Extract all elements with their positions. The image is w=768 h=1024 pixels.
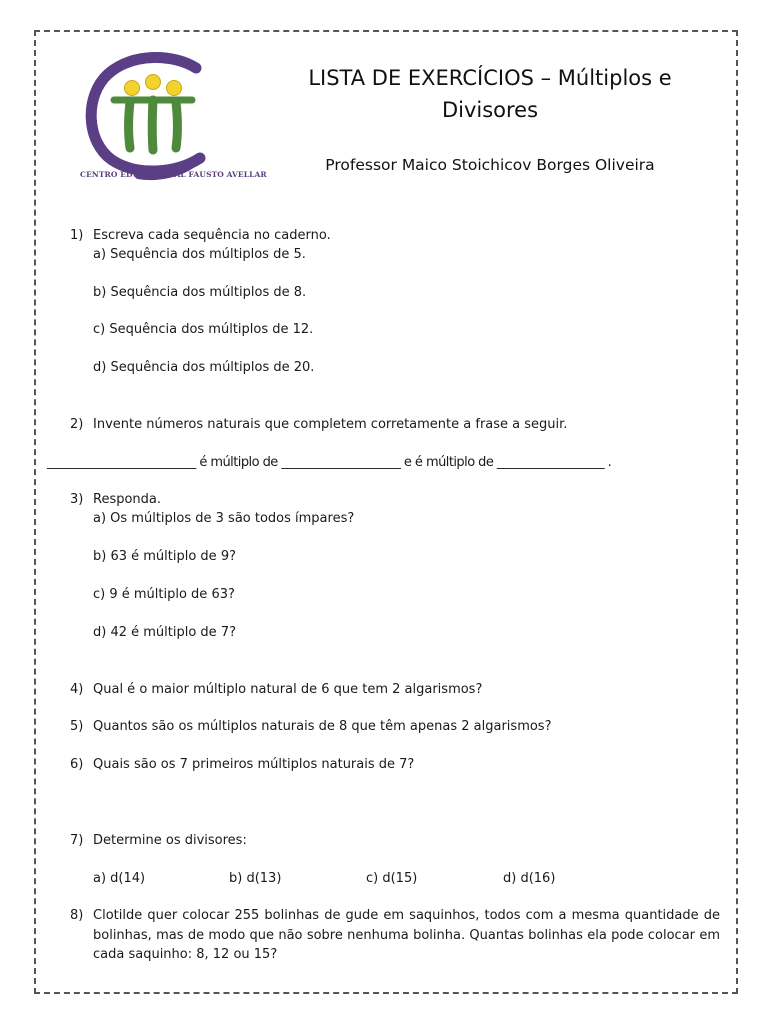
logo-caption: CENTRO EDUCACIONAL FAUSTO AVELLAR bbox=[80, 170, 267, 179]
q1-item-c: c) Sequência dos múltiplos de 12. bbox=[93, 322, 314, 337]
q8-number: 8) bbox=[70, 908, 84, 923]
q2-number: 2) bbox=[70, 417, 84, 432]
q7-text: Determine os divisores: bbox=[93, 833, 247, 848]
q2-blank-line: _________________________ é múltiplo de ____________________ e é múltiplo de __________________ . bbox=[47, 455, 612, 470]
title-line-2: Divisores bbox=[441, 98, 539, 122]
q7-item-a: a) d(14) bbox=[93, 871, 146, 886]
q3-item-c: c) 9 é múltiplo de 63? bbox=[93, 587, 235, 602]
professor-name: Professor Maico Stoichicov Borges Oliveira bbox=[325, 156, 655, 174]
q1-item-d: d) Sequência dos múltiplos de 20. bbox=[93, 360, 315, 375]
q1-number: 1) bbox=[70, 228, 84, 243]
q7-item-d: d) d(16) bbox=[503, 871, 556, 886]
page-title bbox=[260, 62, 720, 126]
q7-number: 7) bbox=[70, 833, 84, 848]
q3-item-d: d) 42 é múltiplo de 7? bbox=[93, 625, 236, 640]
q7-item-c: c) d(15) bbox=[366, 871, 418, 886]
q3-text: Responda. bbox=[93, 492, 162, 507]
q2-text: Invente números naturais que completem corretamente a frase a seguir. bbox=[93, 417, 568, 432]
q3-item-b: b) 63 é múltiplo de 9? bbox=[93, 549, 236, 564]
q6-number: 6) bbox=[70, 757, 84, 772]
q3-number: 3) bbox=[70, 492, 84, 507]
q1-item-b: b) Sequência dos múltiplos de 8. bbox=[93, 285, 307, 300]
q6-text: Quais são os 7 primeiros múltiplos naturais de 7? bbox=[93, 757, 415, 772]
q8-text: Clotilde quer colocar 255 bolinhas de gude em saquinhos, todos com a mesma quantidade de bolinhas, mas de modo que não sobre nenhuma bolinha. Quantas bolinhas ela pode colocar em cada saquinho: 8, 12 ou 15? bbox=[93, 908, 720, 962]
q3-item-a: a) Os múltiplos de 3 são todos ímpares? bbox=[93, 511, 355, 526]
q1-item-a: a) Sequência dos múltiplos de 5. bbox=[93, 247, 306, 262]
q7-item-b: b) d(13) bbox=[229, 871, 282, 886]
school-logo bbox=[78, 50, 267, 185]
title-line-1: LISTA DE EXERCÍCIOS – Múltiplos e bbox=[308, 66, 672, 90]
q4-text: Qual é o maior múltiplo natural de 6 que tem 2 algarismos? bbox=[93, 682, 483, 697]
q5-text: Quantos são os múltiplos naturais de 8 que têm apenas 2 algarismos? bbox=[93, 719, 552, 734]
q4-number: 4) bbox=[70, 682, 84, 697]
q1-text: Escreva cada sequência no caderno. bbox=[93, 228, 331, 243]
q5-number: 5) bbox=[70, 719, 84, 734]
